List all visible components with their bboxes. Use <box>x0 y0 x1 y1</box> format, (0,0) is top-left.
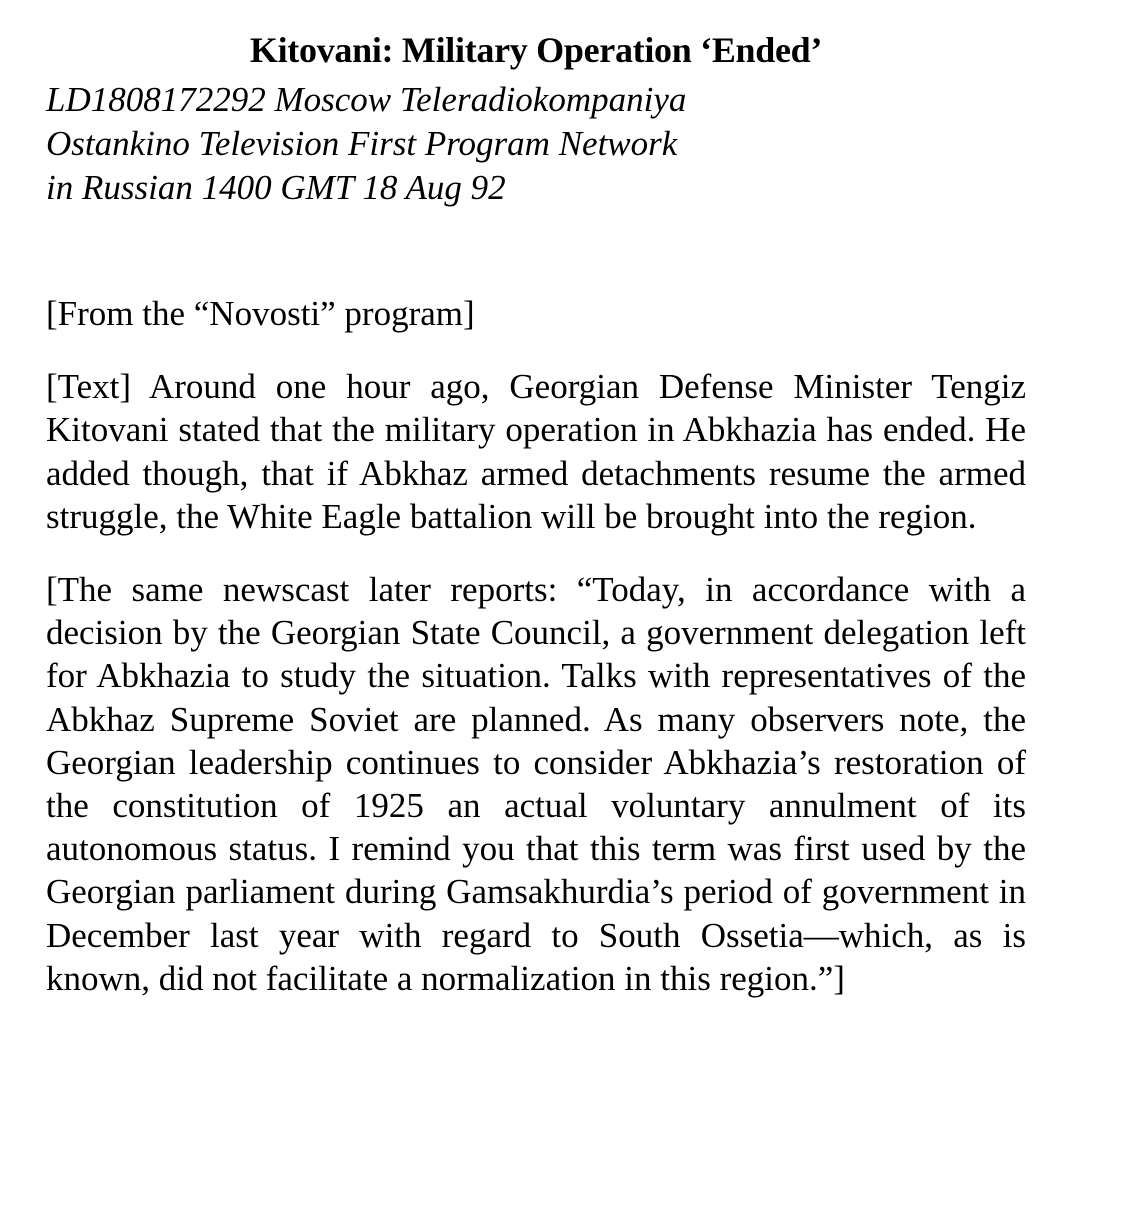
dateline-line: LD1808172292 Moscow Teleradiokompaniya <box>46 80 687 119</box>
article-title: Kitovani: Military Operation ‘Ended’ <box>249 30 823 70</box>
dateline-line: Ostankino Television First Program Network <box>46 124 678 163</box>
source-note-paragraph: [From the “Novosti” program] <box>46 294 475 333</box>
dateline-line: in Russian 1400 GMT 18 Aug 92 <box>46 168 506 207</box>
dateline <box>46 78 1026 210</box>
body-paragraph: [Text] Around one hour ago, Georgian Defense Minister Tengiz Kitovani stated that the military operation in Abkhazia has ended. He added though, that if Abkhaz armed detachments resume the armed struggle, the White Eagle battalion will be brought into the region. <box>46 367 1026 536</box>
body-paragraph: [The same newscast later reports: “Today, in accordance with a decision by the Georgian State Council, a government delegation left for Abkhazia to study the situation. Talks with representatives of the Abkhaz Supreme Soviet are planned. As many observers note, the Georgian leadership continues to consider Abkhazia’s restoration of the constitution of 1925 an actual voluntary annulment of its autonomous status. I remind you that this term was first used by the Georgian parliament during Gamsakhurdia’s period of government in December last year with regard to South Ossetia—which, as is known, did not facilitate a normalization in this region.”] <box>46 570 1026 998</box>
article <box>46 22 1026 1000</box>
